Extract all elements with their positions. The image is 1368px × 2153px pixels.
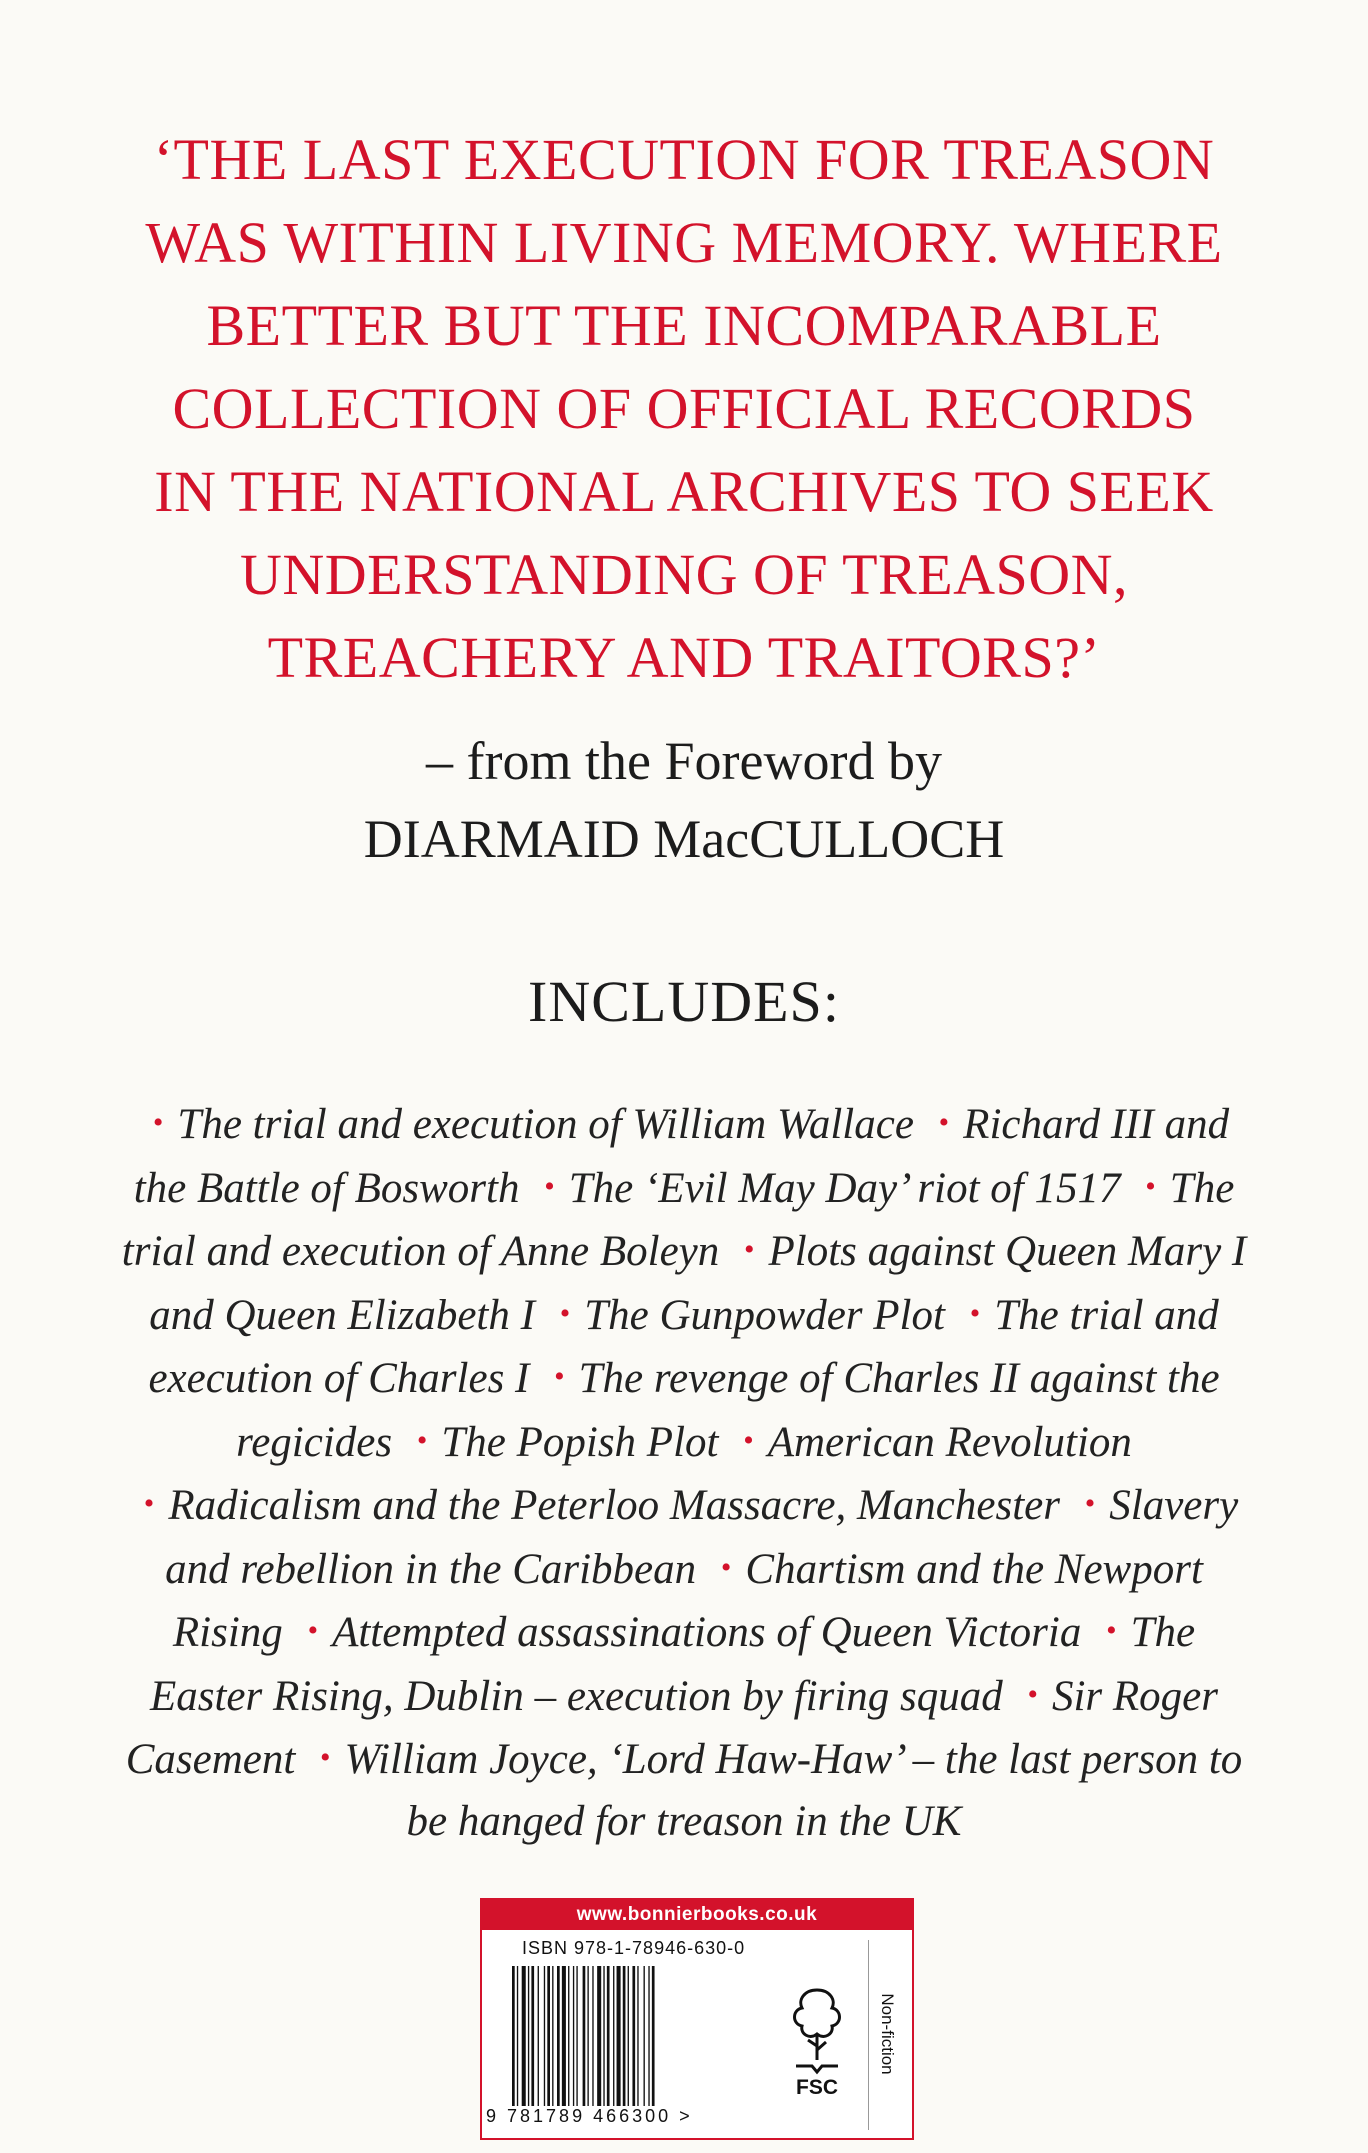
includes-item: The trial and execution of Anne Boleyn xyxy=(121,1164,1235,1275)
category-label: Non-fiction xyxy=(878,1993,897,2075)
bullet-icon: • xyxy=(320,1741,331,1774)
barcode-bar xyxy=(547,1966,550,2106)
barcode-bar xyxy=(552,1966,553,2106)
barcode-bar xyxy=(538,1966,539,2106)
includes-item: The Popish Plot xyxy=(441,1418,719,1466)
bullet-icon: • xyxy=(152,1106,164,1139)
quote-line: UNDERSTANDING OF TREASON, xyxy=(239,542,1129,607)
includes-item: The revenge of Charles II against the regicides xyxy=(236,1355,1220,1466)
includes-item: The Gunpowder Plot xyxy=(584,1291,945,1339)
divider xyxy=(868,1940,869,2130)
barcode-bar xyxy=(576,1966,577,2106)
includes-item: The trial and execution of William Wallace xyxy=(177,1101,914,1148)
bullet-icon: • xyxy=(1084,1487,1096,1520)
bullet-icon: • xyxy=(743,1423,754,1457)
bullet-icon: • xyxy=(969,1296,981,1330)
barcode-bar xyxy=(544,1966,545,2106)
quote-line: ‘THE LAST EXECUTION FOR TREASON xyxy=(153,127,1215,192)
barcode-bar xyxy=(617,1966,621,2106)
barcode-bar xyxy=(652,1966,655,2106)
bullet-icon: • xyxy=(416,1423,428,1457)
barcode-digits xyxy=(486,2106,776,2127)
includes-item: The Easter Rising, Dublin – execution by firing squad xyxy=(149,1609,1196,1720)
barcode xyxy=(510,1966,740,2106)
quote-line: IN THE NATIONAL ARCHIVES TO SEEK xyxy=(154,459,1214,524)
barcode-bar xyxy=(557,1966,560,2106)
quote-line: BETTER BUT THE INCOMPARABLE xyxy=(206,293,1162,358)
barcode-bar xyxy=(531,1966,534,2106)
barcode-bar xyxy=(587,1966,588,2106)
attribution-author: DIARMAID MacCULLOCH xyxy=(363,809,1005,869)
bullet-icon: • xyxy=(307,1614,319,1647)
bullet-icon: • xyxy=(554,1360,565,1393)
publisher-website: www.bonnierbooks.co.uk xyxy=(482,1900,912,1930)
bullet-icon: • xyxy=(143,1487,155,1520)
fsc-label: FSC xyxy=(796,2076,838,2099)
barcode-bar xyxy=(648,1966,649,2106)
includes-item: Radicalism and the Peterloo Massacre, Manchester xyxy=(168,1482,1060,1529)
includes-item: Plots against Queen Mary I and Queen Elizabeth I xyxy=(149,1228,1247,1339)
includes-item: Richard III and the Battle of Bosworth xyxy=(133,1101,1230,1212)
barcode-bar xyxy=(562,1966,566,2106)
barcode-bar xyxy=(592,1966,593,2106)
barcode-bar xyxy=(512,1966,515,2106)
bullet-icon: • xyxy=(544,1169,555,1203)
bullet-icon: • xyxy=(1027,1677,1038,1711)
bullet-icon: • xyxy=(559,1296,571,1330)
barcode-bar xyxy=(597,1966,601,2106)
barcode-bar xyxy=(613,1966,614,2106)
barcode-arrow: > xyxy=(679,2106,693,2126)
quote-line: TREACHERY AND TRAITORS?’ xyxy=(267,625,1101,690)
includes-item: Attempted assassinations of Queen Victoria xyxy=(332,1609,1082,1656)
barcode-bar xyxy=(573,1966,574,2106)
includes-item: The ‘Evil May Day’ riot of 1517 xyxy=(568,1164,1121,1212)
barcode-bar xyxy=(623,1966,626,2106)
barcode-number: 9 781789 466300 xyxy=(486,2106,672,2126)
barcode-bar xyxy=(522,1966,526,2106)
barcode-bar xyxy=(637,1966,638,2106)
pull-quote xyxy=(140,118,1228,699)
bullet-icon: • xyxy=(720,1550,732,1584)
book-category xyxy=(872,1964,902,2104)
barcode-bar xyxy=(603,1966,604,2106)
quote-line: COLLECTION OF OFFICIAL RECORDS xyxy=(172,376,1196,441)
includes-heading: INCLUDES: xyxy=(528,969,840,1034)
includes-item: Chartism and the Newport Rising xyxy=(172,1545,1203,1656)
includes-item: Sir Roger Casement xyxy=(125,1672,1219,1783)
quote-line: WAS WITHIN LIVING MEMORY. WHERE xyxy=(145,210,1223,275)
includes-item: William Joyce, ‘Lord Haw-Haw’ – the last person to be hanged for treason in the UK xyxy=(344,1736,1243,1845)
includes-item: The trial and execution of Charles I xyxy=(148,1291,1219,1402)
barcode-bar xyxy=(517,1966,518,2106)
barcode-bar xyxy=(583,1966,586,2106)
bullet-icon: • xyxy=(744,1233,755,1266)
bullet-icon: • xyxy=(1106,1614,1117,1647)
quote-attribution xyxy=(0,722,1368,878)
isbn-number: ISBN 978-1-78946-630-0 xyxy=(522,1938,746,1958)
barcode-bar xyxy=(644,1966,645,2106)
attribution-source: – from the Foreword by xyxy=(426,731,942,791)
barcode-bar xyxy=(628,1966,629,2106)
includes-item: Slavery and rebellion in the Caribbean xyxy=(165,1482,1239,1593)
bullet-icon: • xyxy=(1145,1169,1156,1203)
includes-item: American Revolution xyxy=(767,1418,1132,1466)
barcode-panel xyxy=(480,1898,914,2140)
includes-list xyxy=(120,1092,1248,1852)
barcode-bar xyxy=(568,1966,569,2106)
barcode-bar xyxy=(528,1966,529,2106)
barcode-bar xyxy=(632,1966,635,2106)
bullet-icon: • xyxy=(938,1106,950,1139)
barcode-bar xyxy=(607,1966,610,2106)
